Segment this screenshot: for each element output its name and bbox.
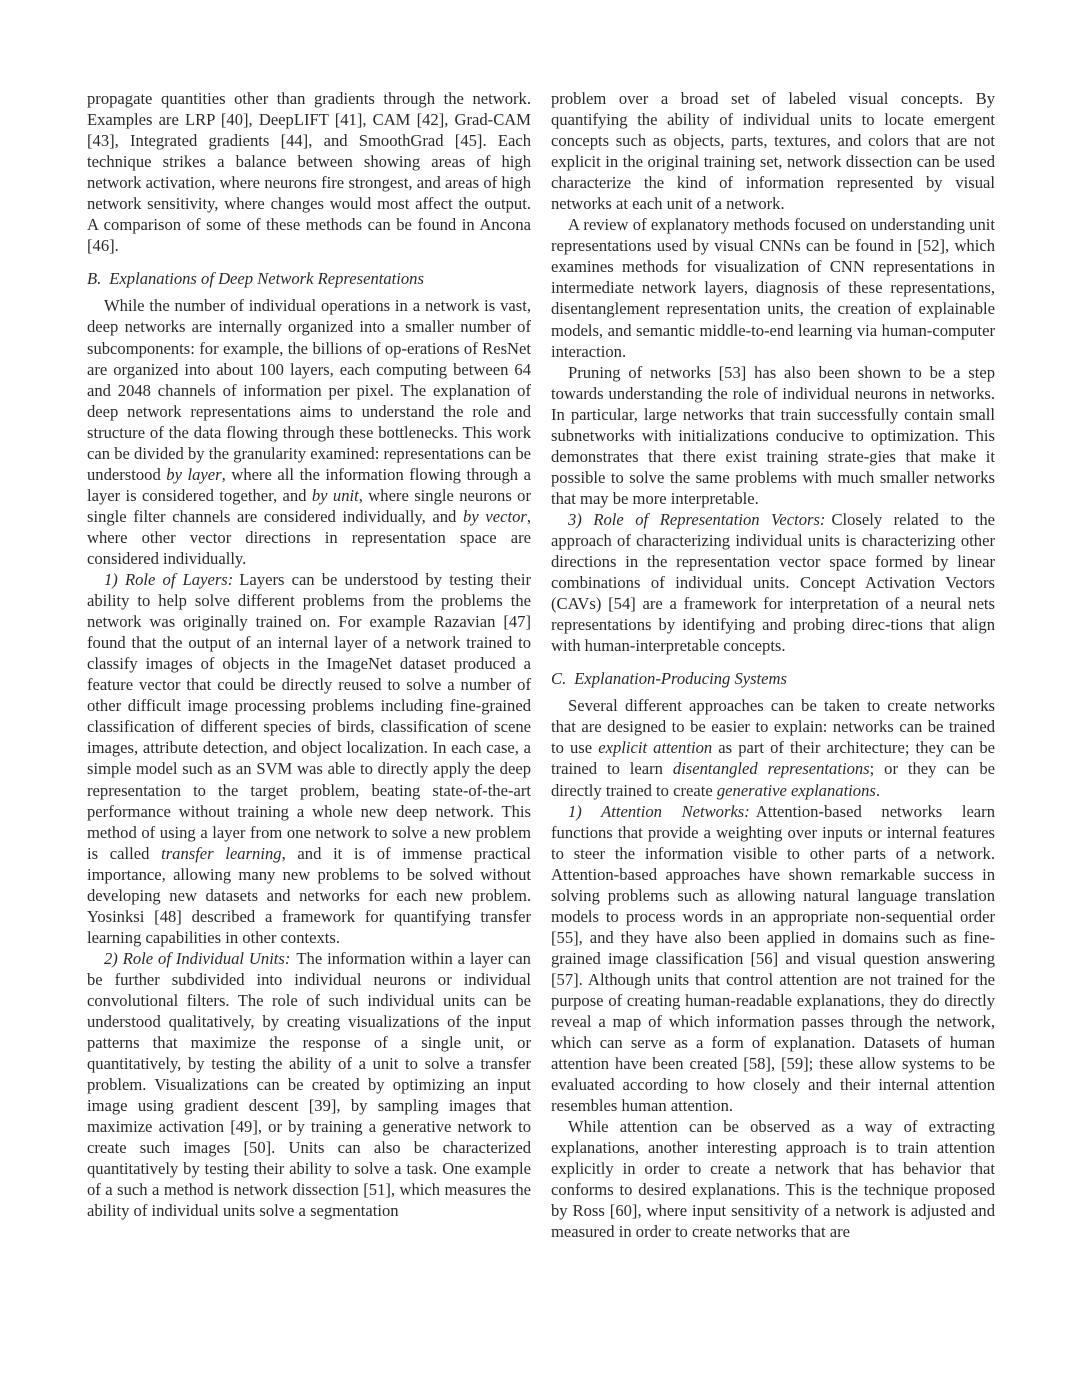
paragraph — [551, 509, 995, 656]
emphasized-text: transfer learning — [161, 843, 282, 863]
paragraph — [87, 295, 531, 569]
text-run: ; or they can be directly trained to create — [551, 759, 995, 800]
section-heading — [551, 668, 995, 689]
paragraph — [551, 695, 995, 800]
text-run: . — [875, 780, 880, 800]
text-run: Pruning of networks [53] has also been shown to be a step towards understanding the role of individual neurons in networks. In particular, large networks that train successfully contain small subnetworks with initializations conducive to optimization. This demonstrates that there exist training strate-gies that make it possible to solve the same problems with much smaller networks that may be more interpretable. — [551, 362, 995, 508]
text-run: Closely related to the approach of characterizing individual units is characterizing other directions in the representation vector space formed by linear combinations of individual units. Concept Activation Vectors (CAVs) [54] are a framework for interpretation of a neural nets representations by identifying and probing direc-tions that align with human-interpretable concepts. — [551, 509, 996, 656]
subsection-runin-heading: 2) Role of Individual Units: — [104, 948, 291, 968]
paragraph — [551, 801, 995, 1117]
right-column — [551, 88, 995, 1243]
text-run: While the number of individual operations in a network is vast, deep networks are internally organized into a smaller number of subcomponents: for example, the billions of op-erations of ResNet are organized into about 100 layers, each computing between 64 and 2048 channels of information per pixel. The explanation of deep network representations aims to understand the role and structure of the data flowing through these bottlenecks. This work can be divided by the granularity examined: representations can be understood — [87, 296, 531, 484]
subsection-runin-heading: 1) Role of Layers: — [104, 570, 234, 590]
text-run: as part of their architecture; they can be trained to learn — [551, 738, 995, 779]
text-run: Attention-based networks learn functions that provide a weighting over inputs or internal features to steer the information visible to other parts of a network. Attention-based approaches have shown remarkable success in solving problems such as allowing natural language translation models to process words in an appropriate non-sequential order [55], and they have also been applied in domains such as fine-grained image classification [56] and visual question answering [57]. Although units that control attention are not trained for the purpose of creating human-readable explanations, they do directly reveal a map of which information passes through the network, which can serve as a form of explanation. Datasets of human attention have been created [58], [59]; these allow systems to be evaluated according to how closely and their internal attention resembles human attention. — [551, 801, 995, 1116]
subsection-runin-heading: 3) Role of Representation Vectors: — [568, 509, 826, 529]
text-run: propagate quantities other than gradients through the network. Examples are LRP [40], DeepLIFT [41], CAM [42], Grad-CAM [43], Integrated gradients [44], and SmoothGrad [45]. Each technique strikes a balance between showing areas of high network activation, where neurons fire strongest, and areas of high network sensitivity, where changes would most affect the output. A comparison of some of these methods can be found in Ancona [46]. — [87, 89, 531, 256]
paragraph — [551, 362, 995, 509]
emphasized-text: disentangled representations — [672, 759, 870, 779]
text-run: A review of explanatory methods focused on understanding unit representations used by visual CNNs can be found in [52], which examines methods for visualization of CNN representations in intermediate network layers, diagnosis of these representations, disentanglement representation units, the creation of explainable models, and semantic middle-to-end learning via human-computer interaction. — [551, 215, 995, 361]
paragraph — [551, 214, 995, 361]
subsection-runin-heading: 1) Attention Networks: — [568, 801, 750, 821]
left-column — [87, 88, 531, 1221]
section-number: C. — [551, 669, 567, 689]
text-run: Layers can be understood by testing their ability to help solve different problems from the problems the network was originally trained on. For example Razavian [47] found that the output of an internal layer of a network trained to classify images of objects in the ImageNet dataset produced a feature vector that could be directly reused to solve a number of other difficult image processing problems including fine-grained classification of different species of birds, classification of scene images, attribute detection, and object localization. In each case, a simple model such as an SVM was able to directly apply the deep representation to the target problem, beating state-of-the-art performance without training a whole new deep network. This method of using a layer from one network to solve a new problem is called — [87, 570, 531, 863]
section-title: Explanations of Deep Network Representations — [109, 269, 424, 289]
text-run: problem over a broad set of labeled visual concepts. By quantifying the ability of individual units to locate emergent concepts such as objects, parts, textures, and colors that are not explicit in the original training set, network dissection can be used characterize the kind of information represented by visual networks at each unit of a network. — [551, 89, 995, 214]
section-heading — [87, 268, 531, 289]
text-run: While attention can be observed as a way of extracting explanations, another interesting approach is to train attention explicitly in order to create a network that has behavior that conforms to desired explanations. This is the technique proposed by Ross [60], where input sensitivity of a network is adjusted and measured in order to create networks that are — [551, 1117, 995, 1242]
paragraph — [551, 1116, 995, 1242]
emphasized-text: by vector — [463, 506, 527, 526]
paragraph — [87, 569, 531, 948]
section-number: B. — [87, 269, 102, 289]
text-run: The information within a layer can be further subdivided into individual neurons or individual convolutional filters. The role of such individual units can be understood qualitatively, by creating visualizations of the input patterns that maximize the response of a single unit, or quantitatively, by testing the ability of a unit to solve a transfer problem. Visualizations can be created by optimizing an input image using gradient descent [39], by sampling images that maximize activation [49], or by training a generative network to create such images [50]. Units can also be characterized quantitatively by testing their ability to solve a task. One example of a such a method is network dissection [51], which measures the ability of individual units solve a segmentation — [87, 948, 531, 1221]
section-title: Explanation-Producing Systems — [574, 669, 787, 689]
emphasized-text: by layer — [166, 464, 222, 484]
text-run: , where other vector directions in representation space are considered individually. — [87, 506, 531, 568]
emphasized-text: by unit — [311, 485, 359, 505]
text-run: , where single neurons or single filter channels are considered individually, and — [87, 485, 531, 526]
text-run: , and it is of immense practical importance, allowing many new problems to be solved without developing new datasets and networks for each new problem. Yosinksi [48] described a framework for quantifying transfer learning capabilities in other contexts. — [87, 843, 531, 947]
text-run: Several different approaches can be taken to create networks that are designed to be easier to explain: networks can be trained to use — [551, 696, 995, 758]
emphasized-text: explicit attention — [598, 738, 713, 758]
paragraph — [551, 88, 995, 214]
paragraph — [87, 88, 531, 256]
paragraph — [87, 948, 531, 1222]
emphasized-text: generative explanations — [716, 780, 876, 800]
text-run: , where all the information flowing through a layer is considered together, and — [87, 464, 532, 505]
